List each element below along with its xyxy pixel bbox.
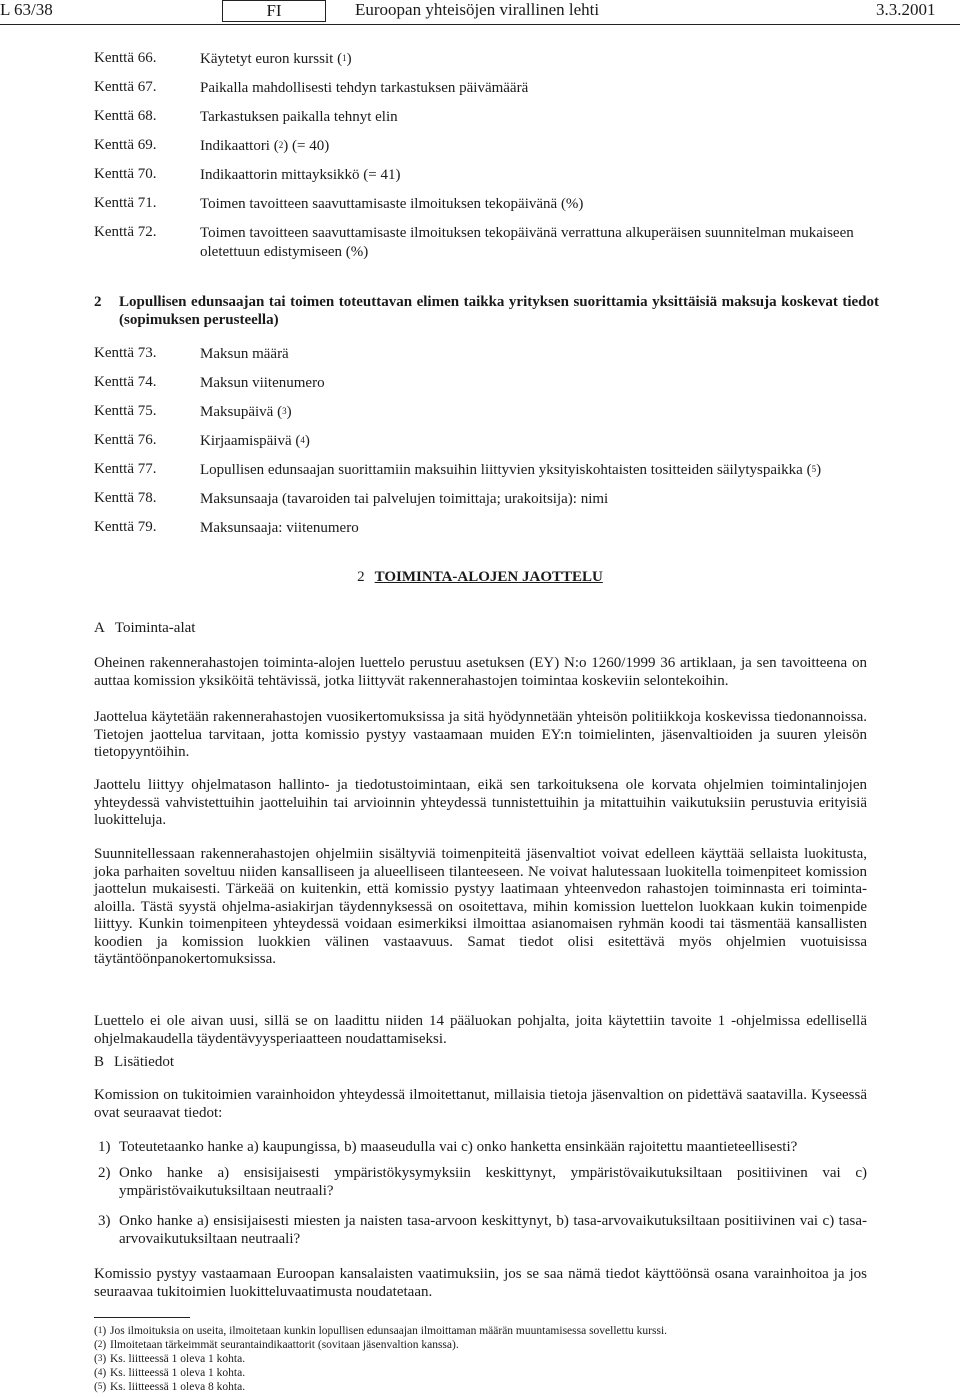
publication-date: 3.3.2001 <box>876 0 936 19</box>
field-text: Paikalla mahdollisesti tehdyn tarkastuksen päivämäärä <box>200 80 529 96</box>
field-label: Kenttä 79. <box>94 519 157 535</box>
field-label: Kenttä 67. <box>94 79 157 95</box>
field-label: Kenttä 73. <box>94 345 157 361</box>
subsection-letter: B <box>94 1054 105 1070</box>
page-reference: L 63/38 <box>0 0 53 19</box>
field-text: Indikaattori ($^2$) (= 40) <box>200 138 330 154</box>
section-title: Lopullisen edunsaajan tai toimen toteuttavan elimen taikka yrityksen suorittamia yksittäisiä maksuja koskevat tiedot (sopimuksen perusteella) <box>119 294 879 328</box>
list-text: Toteutetaanko hanke a) kaupungissa, b) maaseudulla vai c) onko hanketta ensinkään rajoitettu maantieteellisesti? <box>119 1139 798 1155</box>
main-heading <box>0 569 960 586</box>
field-label: Kenttä 70. <box>94 166 157 182</box>
main-heading-title: TOIMINTA-ALOJEN JAOTTELU <box>374 569 603 585</box>
footnote: ($^3$) Ks. liitteessä 1 oleva 1 kohta. <box>94 1353 246 1365</box>
field-text: Maksunsaaja (tavaroiden tai palvelujen toimittaja; urakoitsija): nimi <box>200 491 609 507</box>
paragraph: Komissio pystyy vastaamaan Euroopan kansalaisten vaatimuksiin, jos se saa nämä tiedot käyttöönsä osana varainhoitoa ja jos seuraavaa tukitoimien luokitteluvaatimusta noudatetaan. <box>94 1266 867 1300</box>
field-text: Maksun määrä <box>200 346 289 362</box>
footnote-rule <box>94 1317 190 1318</box>
list-text: Onko hanke a) ensisijaisesti miesten ja naisten tasa-arvoon keskittynyt, b) tasa-arvovaikutuksiltaan positiivinen vai c) tasa-arvovaikutuksiltaan neutraali? <box>119 1213 867 1247</box>
subsection-title: Lisätiedot <box>114 1054 175 1070</box>
field-text: Indikaattorin mittayksikkö (= 41) <box>200 167 401 183</box>
paragraph: Jaottelu liittyy ohjelmatason hallinto- ja tiedotustoimintaan, eikä sen tarkoituksena ole korvata ohjelmien toimintalinjojen yhteydessä vahvistettuihin jaotteluihin tai arvioinnin yhteydessä tunnistettuihin ja mitattuihin vaikutuksiin perustuvia erityisiä luokitteluja. <box>94 777 867 828</box>
subsection-title: Toiminta-alat <box>114 620 196 636</box>
subsection-heading-a <box>94 620 195 637</box>
language-code-box: FI <box>222 0 326 22</box>
footnote: ($^2$) Ilmoitetaan tärkeimmät seurantaindikaattorit (sovitaan jäsenvaltion kanssa). <box>94 1339 459 1351</box>
paragraph: Jaottelua käytetään rakennerahastojen vuosikertomuksissa ja sitä hyödynnetään yhteisön politiikkoja koskevissa tiedonannoissa. Tietojen jaottelua tarvitaan, jotta komissio pystyy vastaamaan muiden EY:n toimielinten, jäsenvaltioiden ja suuren yleisön tietopyyntöihin. <box>94 709 867 760</box>
field-label: Kenttä 74. <box>94 374 157 390</box>
paragraph: Komission on tukitoimien varainhoidon yhteydessä ilmoitettanut, millaisia tietoja jäsenvaltion on pidettävä saatavilla. Kyseessä ovat seuraavat tiedot: <box>94 1087 867 1121</box>
field-text: Tarkastuksen paikalla tehnyt elin <box>200 109 398 125</box>
field-label: Kenttä 72. <box>94 224 157 240</box>
field-label: Kenttä 68. <box>94 108 157 124</box>
field-text: Maksupäivä ($^3$) <box>200 404 292 420</box>
footnote: ($^4$) Ks. liitteessä 1 oleva 1 kohta. <box>94 1367 246 1379</box>
field-text: Toimen tavoitteen saavuttamisaste ilmoituksen tekopäivänä (%) <box>200 196 584 212</box>
field-text: Kirjaamispäivä ($^4$) <box>200 433 310 449</box>
field-label: Kenttä 77. <box>94 461 157 477</box>
field-text: Lopullisen edunsaajan suorittamiin maksuihin liittyvien yksityiskohtaisten tositteiden säilytyspaikka ($^5$) <box>200 462 822 478</box>
list-number: 3) <box>98 1213 111 1229</box>
field-text: Toimen tavoitteen saavuttamisaste ilmoituksen tekopäivänä verrattuna alkuperäisen suunnitelman mukaiseen oletettuun edistymiseen (%) <box>200 225 854 260</box>
list-number: 2) <box>98 1165 111 1181</box>
subsection-letter: A <box>94 620 105 636</box>
paragraph: Luettelo ei ole aivan uusi, sillä se on laadittu niiden 14 pääluokan pohjalta, joita käytettiin tavoite 1 -ohjelmissa edellisellä ohjelmakaudella täydentävyysperiaatteen noudattamiseksi. <box>94 1013 867 1047</box>
paragraph: Suunnitellessaan rakennerahastojen ohjelmiin sisältyviä toimenpiteitä jäsenvaltiot voivat edelleen käyttää sellaista luokitusta, joka parhaiten soveltuu niiden kansalliseen ja alueelliseen tilanteeseen. Ne voivat halutessaan luokitella toimenpiteet komission jaottelun mukaisesti. Tärkeää on kuitenkin, että komissio pystyy laatimaan yhteenvedon rahastojen toiminnasta eri toiminta-aloilla. Tästä syystä ohjelma-asiakirjan täydennyksessä on osoitettava, mihin komission luettelon luokkaan kukin toimenpide liittyy. Kunkin toimenpiteen yhteydessä voidaan esimerkiksi ilmoittaa asianomaisen ryhmän koodi tai täsmentää kansallisten koodien ja komission luokkien välinen vastaavuus. Samat tiedot olisi esitettävä myös ohjelmien vuotuisissa täytäntöönpanokertomuksissa. <box>94 846 867 967</box>
main-heading-number: 2 <box>357 569 365 585</box>
field-label: Kenttä 78. <box>94 490 157 506</box>
paragraph: Oheinen rakennerahastojen toiminta-alojen luettelo perustuu asetuksen (EY) N:o 1260/1999 36 artiklaan, ja sen tavoitteena on auttaa komission yksiköitä tehtävissä, jotka liittyvät rakennerahastojen toimintaa koskeviin selontekoihin. <box>94 655 867 689</box>
field-label: Kenttä 69. <box>94 137 157 153</box>
field-label: Kenttä 71. <box>94 195 157 211</box>
field-text: Maksunsaaja: viitenumero <box>200 520 359 536</box>
section-number: 2 <box>94 294 102 310</box>
footnote: ($^5$) Ks. liitteessä 1 oleva 8 kohta. <box>94 1381 246 1393</box>
header-rule <box>0 24 960 25</box>
field-label: Kenttä 66. <box>94 50 157 66</box>
list-number: 1) <box>98 1139 111 1155</box>
list-text: Onko hanke a) ensisijaisesti ympäristökysymyksiin keskittynyt, ympäristövaikutuksiltaan positiivinen vai c) ympäristövaikutuksiltaan neutraali? <box>119 1165 867 1199</box>
journal-title: Euroopan yhteisöjen virallinen lehti <box>355 0 600 19</box>
field-label: Kenttä 75. <box>94 403 157 419</box>
field-label: Kenttä 76. <box>94 432 157 448</box>
field-text: Käytetyt euron kurssit ($^1$) <box>200 51 352 67</box>
footnote: ($^1$) Jos ilmoituksia on useita, ilmoitetaan kunkin lopullisen edunsaajan ilmoittaman määrän muuntamisessa sovellettu kurssi. <box>94 1325 668 1337</box>
subsection-heading-b <box>94 1054 174 1071</box>
field-text: Maksun viitenumero <box>200 375 325 391</box>
